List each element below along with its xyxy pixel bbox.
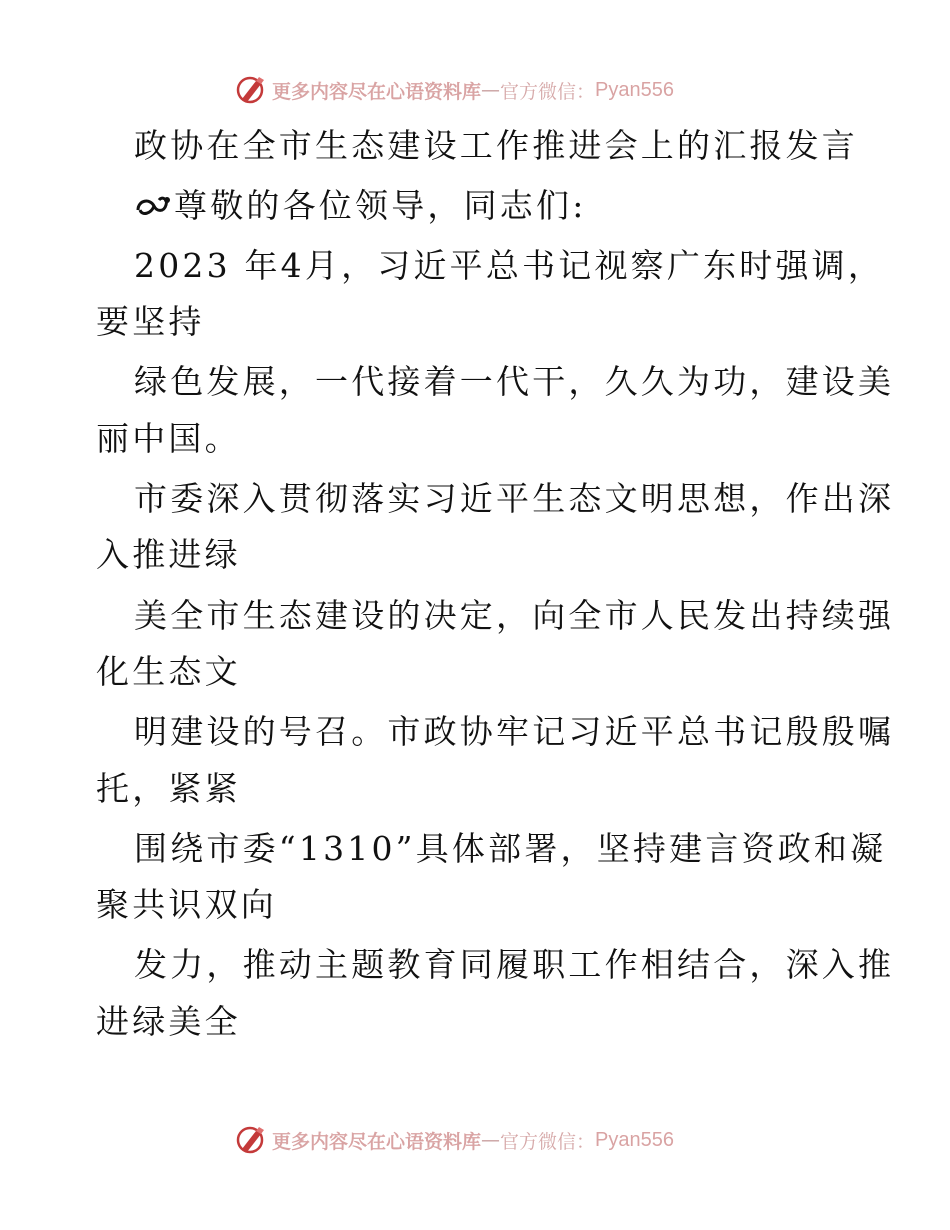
body-line: 绿色发展，一代接着一代干，久久为功，建设美: [134, 362, 895, 401]
body-line: 美全市生态建设的决定，向全市人民发出持续强: [134, 596, 895, 635]
body-line: 明建设的号召。市政协牢记习近平总书记殷殷嘱: [134, 712, 895, 751]
body-line: 2023 年4月，习近平总书记视察广东时强调，: [134, 246, 885, 285]
wechat-account: Pyan556: [595, 78, 674, 101]
pen-logo-icon: [234, 73, 268, 107]
body-line: 丽中国。: [96, 419, 241, 458]
banner-separator: —: [481, 1129, 501, 1151]
site-name: 更多内容尽在心语资料库: [272, 1130, 482, 1153]
contact-label: 官方微信：: [500, 1130, 596, 1153]
header-banner: [234, 72, 674, 108]
contact-label: 官方微信：: [500, 80, 596, 103]
salutation-text: 尊敬的各位领导，同志们:: [174, 186, 587, 225]
body-line: 进绿美全: [96, 1002, 241, 1041]
wechat-account: Pyan556: [595, 1128, 674, 1151]
swirl-ornament-icon: [134, 188, 174, 222]
body-line: 托，紧紧: [96, 769, 241, 808]
pen-logo-icon: [234, 1123, 268, 1157]
site-name: 更多内容尽在心语资料库: [272, 80, 482, 103]
body-line: 要坚持: [96, 302, 205, 341]
body-line: 围绕市委“1310”具体部署，坚持建言资政和凝: [134, 829, 887, 868]
body-line: 化生态文: [96, 652, 241, 691]
document-title: 政协在全市生态建设工作推进会上的汇报发言: [134, 126, 858, 165]
body-line: 聚共识双向: [96, 885, 277, 924]
body-line: 市委深入贯彻落实习近平生态文明思想，作出深: [134, 479, 895, 518]
footer-banner: [234, 1122, 674, 1158]
banner-separator: —: [481, 79, 501, 101]
salutation-line: [134, 186, 934, 226]
body-line: 入推进绿: [96, 535, 241, 574]
body-line: 发力，推动主题教育同履职工作相结合，深入推: [134, 945, 895, 984]
